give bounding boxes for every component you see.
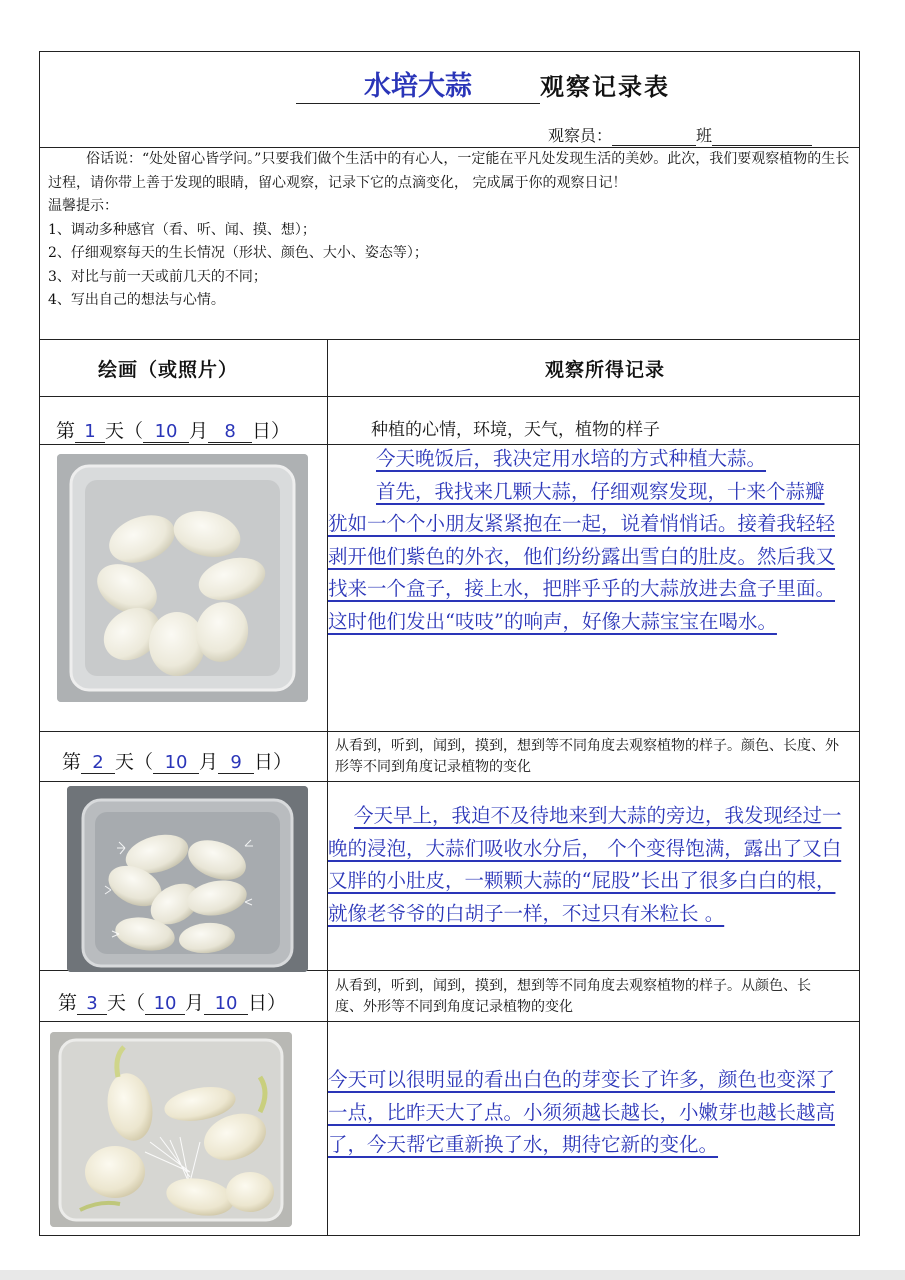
title-text: 观察记录表 — [540, 72, 670, 101]
day-1-hint: 种植的心情，环境，天气，植物的样子 — [371, 420, 660, 440]
day-1-record — [328, 443, 840, 638]
tip-item: 4、写出自己的想法与心情。 — [48, 292, 225, 308]
record-paragraph: 今天早上，我迫不及待地来到大蒜的旁边，我发现经过一晚的浸泡，大蒜们吸收水分后， 个个变得饱满，露出了又白又胖的小肚皮，一颗颗大蒜的“屁股”长出了很多白白的根，就像老爷爷的白胡子一样，不过只有米粒长 。 — [328, 804, 842, 925]
tips-title: 温馨提示： — [48, 198, 118, 214]
day-number: 1 — [75, 421, 105, 443]
record-paragraph: 首先，我找来几颗大蒜，仔细观察发现，十来个蒜瓣犹如一个个小朋友紧紧抱在一起，说着悄悄话。接着我轻轻剥开他们紫色的外衣，他们纷纷露出雪白的肚皮。然后我又找来一个盒子，接上水，把胖乎乎的大蒜放进去盒子里面。这时他们发出“吱吱”的响声，好像大蒜宝宝在喝水。 — [328, 479, 836, 633]
day-3-hint: 从看到，听到，闻到，摸到，想到等不同角度去观察植物的样子。从颜色、长度、外形等不同到角度记录植物的变化 — [335, 978, 811, 1015]
tip-item: 2、仔细观察每天的生长情况（形状、颜色、大小、姿态等）； — [48, 245, 428, 261]
garlic-cloves-with-sprouts-icon — [50, 1032, 292, 1227]
header-drawing: 绘画（或照片） — [98, 359, 239, 381]
date-number: 9 — [218, 752, 254, 774]
page-bottom-edge — [0, 1270, 905, 1280]
garlic-day3-photo — [50, 1032, 292, 1227]
month-number: 10 — [145, 993, 185, 1015]
observer-label: 观察员： — [548, 126, 613, 145]
header-record: 观察所得记录 — [545, 359, 666, 381]
record-paragraph: 今天晚饭后，我决定用水培的方式种植大蒜。 — [376, 447, 767, 470]
day-2-label: 第 2 天（ 10 月 9 日） — [62, 751, 293, 773]
day-2-hint: 从看到，听到，闻到，摸到，想到等不同角度去观察植物的样子。颜色、长度、外形等不同到角度记录植物的变化 — [335, 738, 839, 775]
intro-block — [48, 148, 856, 313]
garlic-day1-photo — [57, 454, 308, 702]
day-3-record — [328, 1064, 848, 1162]
garlic-day2-photo — [67, 786, 308, 972]
date-number: 8 — [208, 421, 252, 443]
day-2-record — [328, 800, 848, 930]
record-paragraph: 今天可以很明显的看出白色的芽变长了许多，颜色也变深了一点，比昨天大了点。小须须越长越长，小嫩芽也越长越高了，今天帮它重新换了水，期待它新的变化。 — [328, 1068, 836, 1156]
day-3-label: 第 3 天（ 10 月 10 日） — [58, 992, 287, 1014]
garlic-cloves-in-water-icon — [57, 454, 308, 702]
tip-item: 1、调动多种感官（看、听、闻、摸、想）； — [48, 221, 316, 238]
intro-paragraph: 俗话说：“处处留心皆学问。”只要我们做个生活中的有心人，一定能在平凡处发现生活的美妙。此次，我们要观察植物的生长过程，请你带上善于发现的眼睛，留心观察，记录下它的点滴变化， 完成属于你的观察日记！ — [48, 151, 850, 191]
day-1-label: 第 1 天（ 10 月 8 日） — [56, 420, 291, 442]
garlic-cloves-with-roots-icon — [67, 786, 308, 972]
date-number: 10 — [204, 993, 248, 1015]
class-label: 班 — [696, 126, 713, 145]
tip-item: 3、对比与前一天或前几天的不同； — [48, 268, 267, 285]
day-number: 2 — [81, 752, 115, 774]
subject-text: 水培大蒜 — [364, 71, 472, 102]
month-number: 10 — [153, 752, 199, 774]
month-number: 10 — [143, 421, 189, 443]
day-number: 3 — [77, 993, 107, 1015]
